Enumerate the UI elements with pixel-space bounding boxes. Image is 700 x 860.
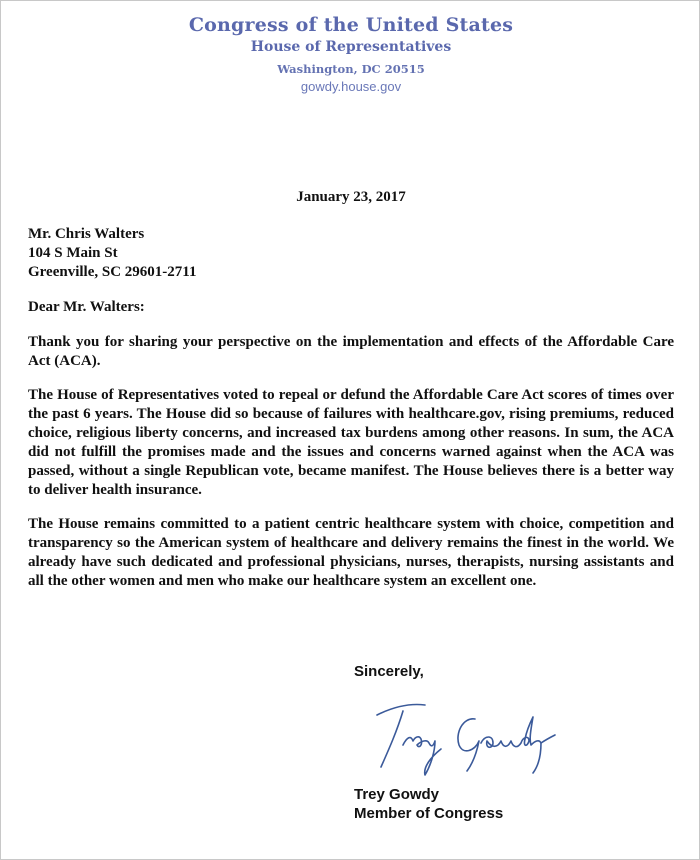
- closing: Sincerely,: [354, 663, 424, 680]
- letter-date: January 23, 2017: [296, 189, 406, 205]
- recipient-city: Greenville, SC 29601-2711: [28, 264, 197, 280]
- recipient-address: [28, 225, 674, 282]
- letterhead-title: Congress of the United States: [188, 14, 514, 36]
- letterhead: [1, 13, 700, 95]
- signer-title: Member of Congress: [354, 805, 504, 822]
- signer-name: Trey Gowdy: [354, 786, 440, 803]
- recipient-name: Mr. Chris Walters: [28, 226, 145, 242]
- paragraph-1: Thank you for sharing your perspective on the implementation and effects of the Affordable Care Act (ACA).: [28, 334, 674, 369]
- salutation: Dear Mr. Walters:: [28, 299, 145, 315]
- letterhead-location: Washington, DC 20515: [277, 62, 425, 76]
- recipient-street: 104 S Main St: [28, 245, 118, 261]
- paragraph-2: The House of Representatives voted to repeal or defund the Affordable Care Act scores of times over the past 6 years. The House did so because of failures with healthcare.gov, rising premiums, reduced choice, religious liberty concerns, and increased tax burdens among other reasons. In sum, the ACA did not fulfill the promises made and the issues and concerns warned against when the ACA was passed, without a single Republican vote, became manifest. The House believes there is a better way to deliver health insurance.: [28, 387, 674, 498]
- letterhead-website: gowdy.house.gov: [300, 79, 402, 94]
- letterhead-chamber: House of Representatives: [250, 39, 452, 55]
- signature-image: [363, 693, 563, 781]
- paragraph-3: The House remains committed to a patient centric healthcare system with choice, competition and transparency so the American system of healthcare and delivery remains the finest in the world. We already have such dedicated and professional physicians, nurses, therapists, nursing assistants and all the other women and men who make our healthcare system an excellent one.: [28, 516, 674, 589]
- signer-block: [354, 785, 503, 823]
